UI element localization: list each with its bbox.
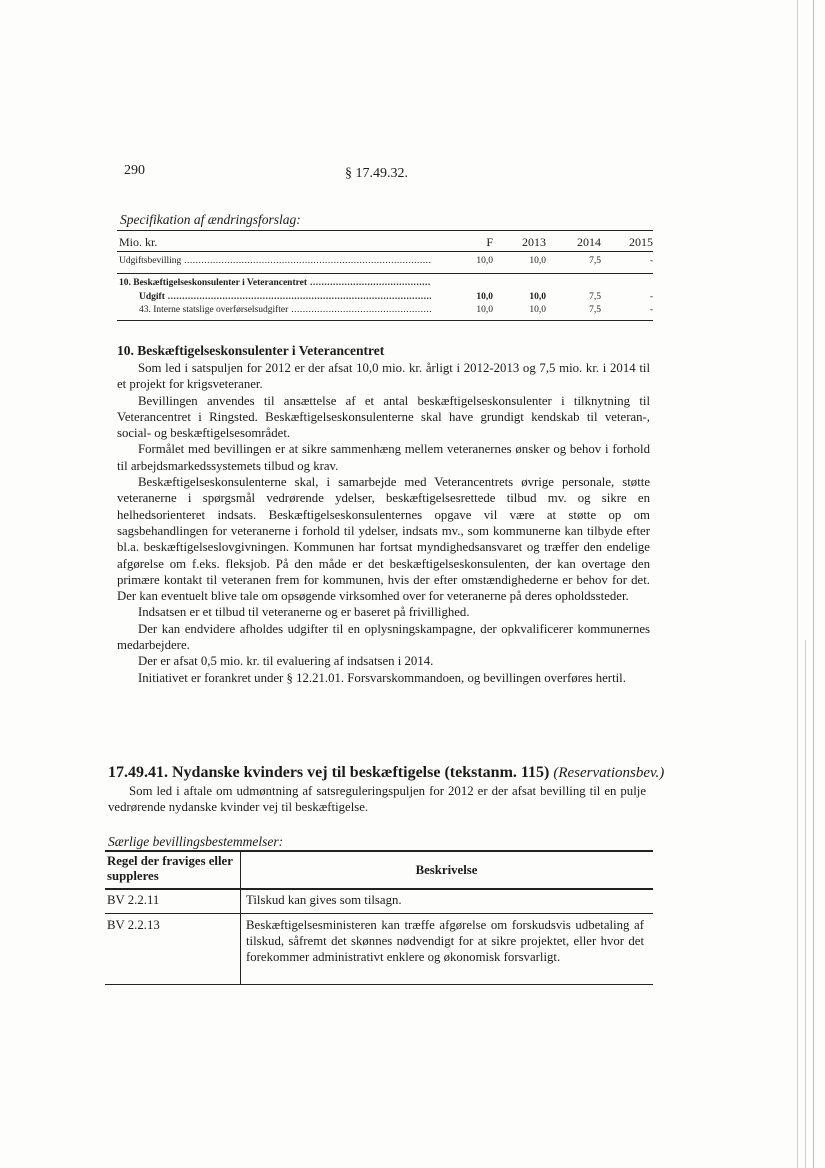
- column-header: 2015: [629, 235, 653, 249]
- table-row: [117, 305, 653, 319]
- column-header: 2013: [522, 235, 546, 249]
- column-header: Mio. kr.: [119, 235, 158, 249]
- paragraph: Som led i satspuljen for 2012 er der afsat 10,0 mio. kr. årligt i 2012-2013 og 7,5 mio. kr. i 2014 til et projekt for krigsveteraner.: [117, 361, 650, 392]
- spec-title: Specifikation af ændringsforslag:: [120, 212, 301, 227]
- row-value: -: [649, 292, 653, 302]
- rule-id: BV 2.2.11: [107, 893, 160, 907]
- scan-edge-line: [813, 0, 814, 1168]
- section-heading: 10. Beskæftigelseskonsulenter i Veterancentret: [117, 343, 385, 358]
- paragraph: Som led i aftale om udmøntning af satsreguleringspuljen for 2012 er der afsat bevilling til en pulje vedrørende nydanske kvinder vej til beskæftigelse.: [108, 784, 646, 814]
- table-rule: [117, 273, 653, 274]
- row-value: 10,0: [529, 256, 546, 266]
- table-rule: [117, 320, 653, 321]
- section-reference: § 17.49.32.: [345, 166, 408, 181]
- paragraph: Formålet med bevillingen er at sikre sammenhæng mellem veteranernes ønsker og behov i forhold til arbejdsmarkedssystemets tilbud og krav.: [117, 442, 650, 473]
- scan-edge-line: [797, 0, 798, 1168]
- heading-italic: (Reservationsbev.): [553, 765, 665, 781]
- section-heading-41: [108, 764, 668, 782]
- table-rule: [105, 913, 653, 914]
- table-row: [117, 278, 653, 292]
- table-rule: [117, 251, 653, 252]
- paragraph: Indsatsen er et tilbud til veteranerne og er baseret på frivillighed.: [138, 605, 470, 620]
- paragraph: Beskæftigelseskonsulenterne skal, i samarbejde med Veterancentrets øvrige personale, støtte veteranerne i spørgsmål vedrørende ydelser, beskæftigelsesrettede tilbud mv. og sikre en helhedsorienteret indsats. Beskæftigelseskonsulenternes opgave vil være at støtte op om sagsbehandlingen for veteranerne i forhold til ydelser, indsats mv., som kommunerne kan tilbyde efter bl.a. beskæftigelseslovgivningen. Kommunen har fortsat myndighedsansvaret og træffer den endelige afgørelse om f.eks. fleksjob. På den måde er det beskæftigelseskonsulenten, der kan overtage den primære kontakt til veteranen frem for kommunen, hvis der efter omstændighederne er behov for det. Der kan eventuelt blive tale om opsøgende virksomhed over for veteranerne på deres opholdssteder.: [117, 475, 650, 604]
- table-header-row: [117, 235, 653, 249]
- table-rule: [105, 984, 653, 985]
- row-value: -: [649, 256, 653, 266]
- row-label: 10. Beskæftigelseskonsulenter i Veterancentret .....: [119, 278, 431, 288]
- table-row: [117, 292, 653, 306]
- row-value: -: [649, 305, 653, 315]
- row-value: 10,0: [529, 305, 546, 315]
- column-header-rule: Regel der fraviges eller suppleres: [107, 854, 233, 883]
- row-value: 10,0: [529, 292, 546, 302]
- paragraph: Initiativet er forankret under § 12.21.01. Forsvarskommandoen, og bevillingen overføres hertil.: [138, 670, 626, 685]
- column-header-desc: Beskrivelse: [415, 863, 478, 877]
- row-value: 7,5: [589, 292, 601, 302]
- row-label: 43. Interne statslige overførselsudgifter .....: [139, 305, 431, 315]
- row-label: Udgiftsbevilling .....: [119, 256, 431, 266]
- row-value: 10,0: [476, 305, 493, 315]
- column-header: 2014: [577, 235, 601, 249]
- section-41-body: [108, 783, 646, 815]
- row-value: 7,5: [589, 305, 601, 315]
- rule-desc: Beskæftigelsesministeren kan træffe afgørelse om forskudsvis udbetaling af tilskud, såfremt det skønnes nødvendigt for at sikre projektet, eller hvor det forekommer administrativt enklere og økonomisk forsvarligt.: [246, 918, 644, 965]
- paragraph: Bevillingen anvendes til ansættelse af et antal beskæftigelseskonsulenter i tilknytning til Veterancentret i Ringsted. Beskæftigelseskonsulenterne skal have grundigt kendskab til veteran-, social- og beskæftigelsesområdet.: [117, 393, 650, 441]
- table-rule: [105, 888, 653, 890]
- paragraph: Der er afsat 0,5 mio. kr. til evaluering af indsatsen i 2014.: [138, 654, 434, 669]
- paragraph: Der kan endvidere afholdes udgifter til en oplysningskampagne, der opkvalificerer kommunernes medarbejdere.: [117, 621, 650, 653]
- page-number: 290: [124, 163, 145, 178]
- column-header: F: [486, 235, 493, 249]
- section-body: [117, 360, 650, 686]
- special-title: Særlige bevillingsbestemmelser:: [108, 834, 284, 849]
- table-row: [117, 256, 653, 270]
- scan-edge-line: [805, 640, 806, 1168]
- row-value: 7,5: [589, 256, 601, 266]
- row-label: Udgift .....: [139, 292, 431, 302]
- heading-text: 17.49.41. Nydanske kvinders vej til beskæftigelse (tekstanm. 115): [108, 764, 550, 781]
- row-value: 10,0: [476, 292, 493, 302]
- table-rule: [105, 850, 653, 852]
- table-rule: [117, 230, 653, 231]
- row-value: 10,0: [476, 256, 493, 266]
- rule-desc: Tilskud kan gives som tilsagn.: [246, 893, 402, 907]
- rule-id: BV 2.2.13: [107, 918, 160, 932]
